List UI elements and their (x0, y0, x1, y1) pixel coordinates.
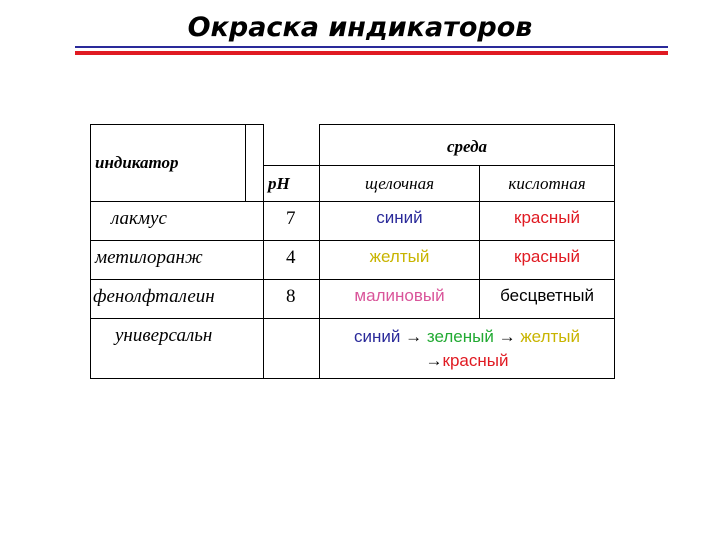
row-acidic: красный (480, 202, 615, 241)
arrow-icon: → (425, 351, 443, 370)
row-ph: 7 (264, 202, 320, 241)
row-name: метилоранж (91, 241, 264, 280)
row-alkaline: малиновый (320, 280, 480, 319)
row-acidic: бесцветный (480, 280, 615, 319)
row-name: универсальн (91, 319, 264, 379)
header-spacer (246, 125, 264, 202)
arrow-icon: → (498, 327, 516, 346)
header-alkaline: щелочная (320, 166, 480, 202)
row-alkaline: желтый (320, 241, 480, 280)
table-row (91, 202, 615, 241)
seq-yellow: желтый (520, 327, 580, 346)
header-ph-top (264, 125, 320, 166)
table-row-universal (91, 319, 615, 379)
header-indicator: индикатор (91, 125, 246, 202)
seq-blue: синий (354, 327, 401, 346)
header-acidic: кислотная (480, 166, 615, 202)
row-ph: 8 (264, 280, 320, 319)
page-title: Окраска индикаторов (187, 12, 533, 43)
header-ph: pH (264, 166, 320, 202)
title-underline-red (75, 51, 668, 55)
seq-green: зеленый (426, 327, 494, 346)
indicator-table (90, 124, 615, 379)
row-name: лакмус (91, 202, 264, 241)
row-name: фенолфталеин (91, 280, 264, 319)
header-medium: среда (320, 125, 615, 166)
arrow-icon: → (405, 327, 423, 346)
row-ph-empty (264, 319, 320, 379)
universal-color-sequence (320, 319, 615, 379)
table-row (91, 241, 615, 280)
row-acidic: красный (480, 241, 615, 280)
seq-red: красный (442, 351, 509, 370)
row-alkaline: синий (320, 202, 480, 241)
table-row (91, 280, 615, 319)
row-ph: 4 (264, 241, 320, 280)
title-underline-blue (75, 46, 668, 48)
